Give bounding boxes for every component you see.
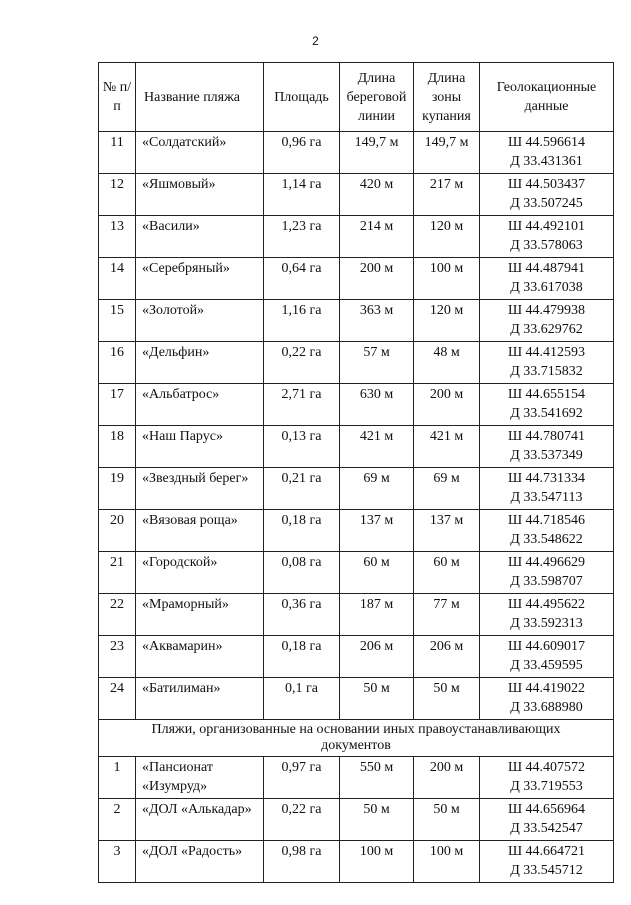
geolocation-cell <box>480 636 614 678</box>
table-body <box>99 132 614 720</box>
longitude: Д 33.537349 <box>510 448 583 463</box>
swim-zone-length: 77 м <box>414 594 480 636</box>
longitude: Д 33.598707 <box>510 574 583 589</box>
beach-name: «Яшмовый» <box>136 174 264 216</box>
beach-area: 2,71 га <box>264 384 340 426</box>
beach-area: 0,36 га <box>264 594 340 636</box>
table-row <box>99 552 614 594</box>
shoreline-length: 200 м <box>340 258 414 300</box>
shoreline-length: 69 м <box>340 468 414 510</box>
beach-name: «ДОЛ «Радость» <box>136 841 264 883</box>
shoreline-length: 214 м <box>340 216 414 258</box>
shoreline-length: 60 м <box>340 552 414 594</box>
longitude: Д 33.629762 <box>510 322 583 337</box>
geolocation-cell <box>480 468 614 510</box>
latitude: Ш 44.718546 <box>507 513 586 528</box>
geolocation-cell <box>480 552 614 594</box>
swim-zone-length: 200 м <box>414 757 480 799</box>
beach-area: 0,1 га <box>264 678 340 720</box>
shoreline-length: 187 м <box>340 594 414 636</box>
beach-area: 0,21 га <box>264 468 340 510</box>
geolocation-cell <box>480 757 614 799</box>
beach-name: «Дельфин» <box>136 342 264 384</box>
shoreline-length: 421 м <box>340 426 414 468</box>
swim-zone-length: 50 м <box>414 678 480 720</box>
beach-area: 0,22 га <box>264 342 340 384</box>
table-row <box>99 342 614 384</box>
swim-zone-length: 48 м <box>414 342 480 384</box>
longitude: Д 33.541692 <box>510 406 583 421</box>
beach-name: «Серебряный» <box>136 258 264 300</box>
table-row <box>99 510 614 552</box>
table-header-row <box>99 63 614 132</box>
beach-name: «Аквамарин» <box>136 636 264 678</box>
swim-zone-length: 120 м <box>414 300 480 342</box>
beach-area: 0,13 га <box>264 426 340 468</box>
geolocation-cell <box>480 678 614 720</box>
latitude: Ш 44.655154 <box>507 387 586 402</box>
beach-name: «Васили» <box>136 216 264 258</box>
beach-area: 0,18 га <box>264 636 340 678</box>
beach-name: «Пансионат «Изумруд» <box>136 757 264 799</box>
row-number: 24 <box>99 678 136 720</box>
shoreline-length: 100 м <box>340 841 414 883</box>
swim-zone-length: 100 м <box>414 258 480 300</box>
geolocation-cell <box>480 174 614 216</box>
shoreline-length: 363 м <box>340 300 414 342</box>
section-body <box>99 720 614 883</box>
latitude: Ш 44.412593 <box>507 345 586 360</box>
geolocation-cell <box>480 841 614 883</box>
beach-name: «Альбатрос» <box>136 384 264 426</box>
row-number: 13 <box>99 216 136 258</box>
swim-zone-length: 100 м <box>414 841 480 883</box>
beaches-table <box>98 62 614 883</box>
geolocation-cell <box>480 384 614 426</box>
header-num: № п/п <box>99 63 136 132</box>
row-number: 18 <box>99 426 136 468</box>
beach-name: «Солдатский» <box>136 132 264 174</box>
row-number: 22 <box>99 594 136 636</box>
swim-zone-length: 120 м <box>414 216 480 258</box>
longitude: Д 33.592313 <box>510 616 583 631</box>
beach-name: «Звездный берег» <box>136 468 264 510</box>
longitude: Д 33.617038 <box>510 280 583 295</box>
table-row <box>99 258 614 300</box>
latitude: Ш 44.731334 <box>507 471 586 486</box>
shoreline-length: 630 м <box>340 384 414 426</box>
table-row <box>99 757 614 799</box>
latitude: Ш 44.407572 <box>507 760 586 775</box>
table-row <box>99 594 614 636</box>
row-number: 14 <box>99 258 136 300</box>
beach-area: 1,16 га <box>264 300 340 342</box>
row-number: 17 <box>99 384 136 426</box>
beach-area: 0,64 га <box>264 258 340 300</box>
longitude: Д 33.542547 <box>510 821 583 836</box>
beach-area: 1,14 га <box>264 174 340 216</box>
shoreline-length: 550 м <box>340 757 414 799</box>
row-number: 2 <box>99 799 136 841</box>
beach-name: «Золотой» <box>136 300 264 342</box>
longitude: Д 33.459595 <box>510 658 583 673</box>
swim-zone-length: 137 м <box>414 510 480 552</box>
latitude: Ш 44.492101 <box>507 219 586 234</box>
geolocation-cell <box>480 426 614 468</box>
geolocation-cell <box>480 258 614 300</box>
table-row <box>99 426 614 468</box>
beach-name: «Вязовая роща» <box>136 510 264 552</box>
table-row <box>99 174 614 216</box>
shoreline-length: 137 м <box>340 510 414 552</box>
geolocation-cell <box>480 510 614 552</box>
swim-zone-length: 149,7 м <box>414 132 480 174</box>
row-number: 19 <box>99 468 136 510</box>
latitude: Ш 44.503437 <box>507 177 586 192</box>
geolocation-cell <box>480 799 614 841</box>
longitude: Д 33.715832 <box>510 364 583 379</box>
beach-area: 0,08 га <box>264 552 340 594</box>
longitude: Д 33.547113 <box>510 490 583 505</box>
swim-zone-length: 206 м <box>414 636 480 678</box>
beach-area: 1,23 га <box>264 216 340 258</box>
row-number: 15 <box>99 300 136 342</box>
row-number: 12 <box>99 174 136 216</box>
swim-zone-length: 50 м <box>414 799 480 841</box>
beach-area: 0,98 га <box>264 841 340 883</box>
shoreline-length: 50 м <box>340 799 414 841</box>
shoreline-length: 420 м <box>340 174 414 216</box>
latitude: Ш 44.596614 <box>507 135 586 150</box>
table-row <box>99 216 614 258</box>
latitude: Ш 44.780741 <box>507 429 586 444</box>
shoreline-length: 50 м <box>340 678 414 720</box>
geolocation-cell <box>480 216 614 258</box>
row-number: 11 <box>99 132 136 174</box>
row-number: 1 <box>99 757 136 799</box>
shoreline-length: 206 м <box>340 636 414 678</box>
row-number: 16 <box>99 342 136 384</box>
row-number: 3 <box>99 841 136 883</box>
table-row <box>99 799 614 841</box>
beach-name: «Мраморный» <box>136 594 264 636</box>
table-row <box>99 841 614 883</box>
swim-zone-length: 421 м <box>414 426 480 468</box>
section-header-row <box>99 720 614 757</box>
beach-name: «Городской» <box>136 552 264 594</box>
geolocation-cell <box>480 342 614 384</box>
shoreline-length: 57 м <box>340 342 414 384</box>
header-name: Название пляжа <box>136 63 264 132</box>
longitude: Д 33.688980 <box>510 700 583 715</box>
beach-name: «Наш Парус» <box>136 426 264 468</box>
row-number: 23 <box>99 636 136 678</box>
longitude: Д 33.545712 <box>510 863 583 878</box>
longitude: Д 33.507245 <box>510 196 583 211</box>
latitude: Ш 44.664721 <box>507 844 586 859</box>
beach-area: 0,97 га <box>264 757 340 799</box>
latitude: Ш 44.496629 <box>507 555 586 570</box>
latitude: Ш 44.487941 <box>507 261 586 276</box>
latitude: Ш 44.656964 <box>507 802 586 817</box>
beach-area: 0,18 га <box>264 510 340 552</box>
longitude: Д 33.719553 <box>510 779 583 794</box>
geolocation-cell <box>480 594 614 636</box>
beach-name: «ДОЛ «Алькадар» <box>136 799 264 841</box>
longitude: Д 33.578063 <box>510 238 583 253</box>
header-area: Площадь <box>264 63 340 132</box>
header-shoreline: Длина береговой линии <box>340 63 414 132</box>
swim-zone-length: 200 м <box>414 384 480 426</box>
shoreline-length: 149,7 м <box>340 132 414 174</box>
table-row <box>99 678 614 720</box>
latitude: Ш 44.419022 <box>507 681 586 696</box>
latitude: Ш 44.495622 <box>507 597 586 612</box>
section-title: Пляжи, организованные на основании иных правоустанавливающих документов <box>99 720 614 757</box>
table-row <box>99 384 614 426</box>
table-row <box>99 636 614 678</box>
swim-zone-length: 217 м <box>414 174 480 216</box>
table-row <box>99 300 614 342</box>
longitude: Д 33.431361 <box>510 154 583 169</box>
header-swim-zone: Длина зоны купания <box>414 63 480 132</box>
beach-name: «Батилиман» <box>136 678 264 720</box>
beach-area: 0,96 га <box>264 132 340 174</box>
header-geolocation: Геолокационные данные <box>480 63 614 132</box>
row-number: 21 <box>99 552 136 594</box>
geolocation-cell <box>480 132 614 174</box>
table-row <box>99 468 614 510</box>
geolocation-cell <box>480 300 614 342</box>
longitude: Д 33.548622 <box>510 532 583 547</box>
latitude: Ш 44.479938 <box>507 303 586 318</box>
swim-zone-length: 69 м <box>414 468 480 510</box>
beach-area: 0,22 га <box>264 799 340 841</box>
latitude: Ш 44.609017 <box>507 639 586 654</box>
row-number: 20 <box>99 510 136 552</box>
page-number: 2 <box>312 34 319 48</box>
swim-zone-length: 60 м <box>414 552 480 594</box>
table-row <box>99 132 614 174</box>
